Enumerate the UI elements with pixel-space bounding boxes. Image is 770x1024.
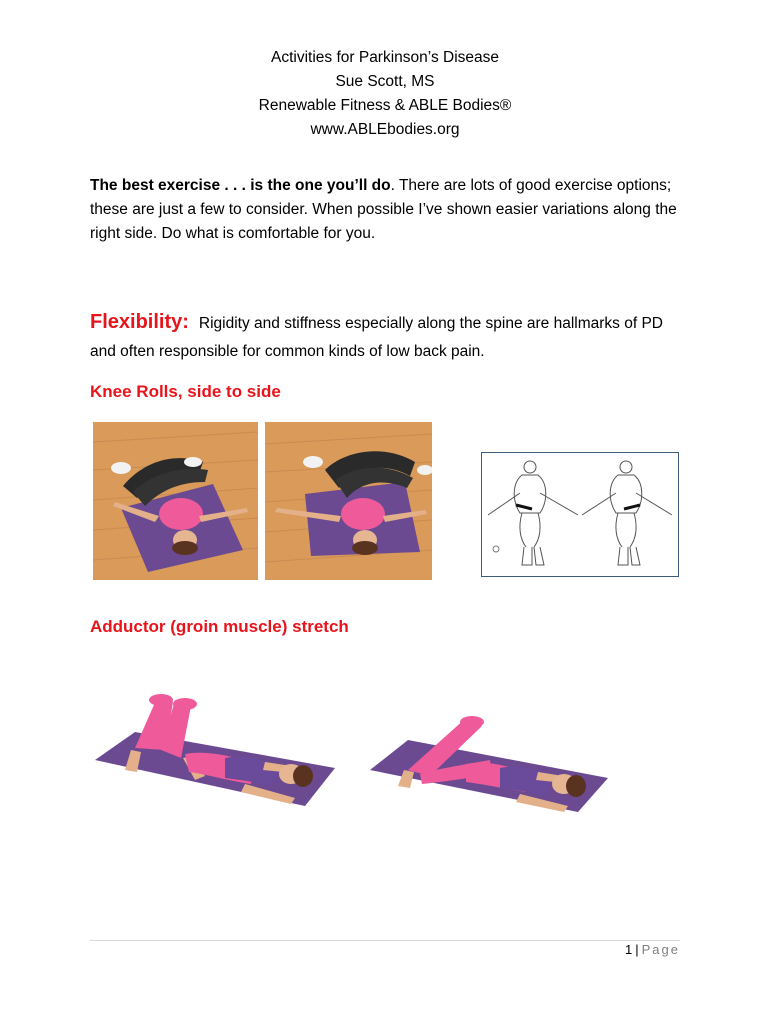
footer-separator: | [635,942,639,957]
document-header [0,46,770,142]
knee-roll-photo-left [93,422,258,580]
author-name: Sue Scott, MS [335,73,435,90]
adductor-illustration-left [95,688,335,818]
flexibility-paragraph [90,308,690,366]
page-number: 1 [625,942,633,957]
intro-bold-lead: The best exercise . . . is the one you’ll do [90,177,391,194]
page-footer [625,942,680,957]
knee-roll-sketch [482,453,678,576]
flexibility-heading: Flexibility: [90,311,189,333]
knee-roll-illustration-left [93,422,258,580]
website-link[interactable]: www.ABLEbodies.org [310,121,460,138]
footer-divider [90,940,680,941]
knee-roll-illustration-right [265,422,432,580]
adductor-illustration-right [370,712,608,822]
document-title: Activities for Parkinson’s Disease [271,49,499,66]
knee-rolls-heading: Knee Rolls, side to side [90,382,281,401]
page-label: Page [641,942,680,957]
intro-paragraph [90,174,690,246]
intro-text: . There are lots of good exercise options; these are just a few to consider. When possible I’ve shown easier variations along the right side. Do what is comfortable for you. [90,177,677,242]
adductor-heading: Adductor (groin muscle) stretch [90,617,349,636]
adductor-photo-right [370,712,608,822]
knee-roll-photo-right [265,422,432,580]
organization-name: Renewable Fitness & ABLE Bodies® [258,97,512,114]
knee-roll-line-drawing [481,452,679,577]
flexibility-text: Rigidity and stiffness especially along the spine are hallmarks of PD and often responsible for common kinds of low back pain. [90,315,663,360]
adductor-photo-left [95,688,335,818]
